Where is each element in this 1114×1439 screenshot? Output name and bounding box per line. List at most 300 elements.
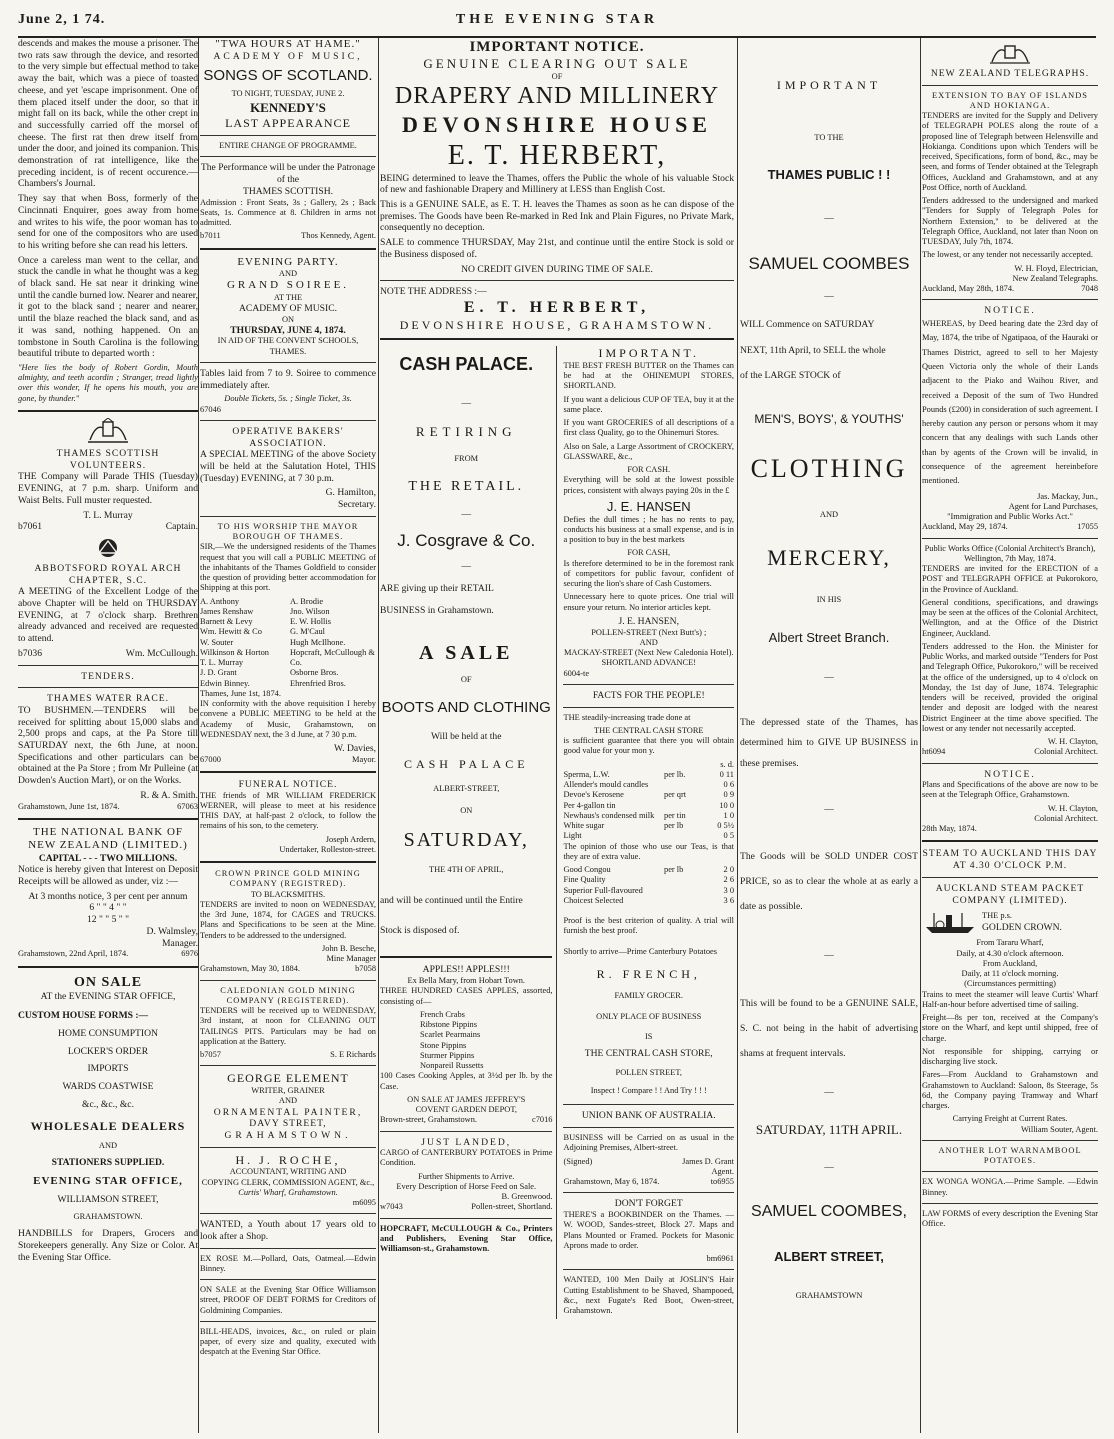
ad-code: c7016: [532, 1115, 553, 1125]
ad-body: Tenders addressed to the undersigned and marked "Tenders for Supply of Telegraph Poles for Northern Extension," to be delivered at the Telegraph Office, Auckland, not later than Noon on TUESDAY, July 7th, 1874.: [922, 196, 1098, 247]
divider: [18, 665, 198, 666]
signature-role: Mine Manager: [326, 954, 376, 964]
price-row: [563, 780, 734, 790]
divider: —: [824, 212, 834, 224]
divider: —: [824, 1086, 834, 1098]
ad-body: TENDERS are invited for the ERECTION of a POST and TELEGRAPH OFFICE at Pukorokoro, in the Province of Auckland.: [922, 564, 1098, 594]
ad-text: NOTE THE ADDRESS :—: [380, 286, 487, 298]
ad-text: and will be continued until the Entire: [380, 894, 523, 906]
ad-body: is sufficient guarantee that there you will obtain good value for your mon y.: [563, 736, 734, 756]
ad-heading: EVENING PARTY.: [237, 255, 339, 268]
ad-code: 67063: [177, 801, 198, 811]
ad-address: POLLEN STREET,: [615, 1067, 682, 1077]
divider: [380, 1218, 552, 1219]
ad-heading: ORNAMENTAL PAINTER,: [213, 1106, 363, 1118]
ad-heading: TENDERS.: [81, 670, 135, 682]
epitaph: "Here lies the body of Robert Gordin, Mouth almighty, and teeth acordin ; Stranger, tread lightly over this wonder, If he opens his mouth, you are gone, by thunder.": [18, 362, 198, 403]
column-5: [922, 38, 1098, 1433]
ad-body: Tables laid from 7 to 9. Soiree to commence immediately after.: [200, 367, 376, 391]
ad-heading: STEAM TO AUCKLAND THIS DAY AT 4.30 O'CLOCK P.M.: [922, 848, 1098, 872]
ad-address: GRAHAMSTOWN.: [73, 1212, 143, 1222]
ad-heading: THAMES WATER RACE.: [46, 693, 170, 705]
ad-address: GRAHAMSTOWN.: [224, 1129, 352, 1141]
ad-body: BEING determined to leave the Thames, offers the Public the whole of his valuable Stock of new and fashionable Drapery and Millinery at LESS than English Cost.: [380, 172, 734, 196]
signatory: Wm. Hewitt & Co: [200, 627, 262, 637]
list-item: IMPORTS: [87, 1063, 129, 1075]
ad-heading: JUST LANDED,: [421, 1136, 512, 1148]
price-value: 0 5: [723, 831, 734, 841]
ad-date: Thames, June 1st, 1874.: [200, 688, 281, 698]
column-rule: [378, 38, 379, 1433]
ad-text: Double Tickets, 5s. ; Single Ticket, 3s.: [224, 394, 352, 404]
price-row: [563, 770, 734, 780]
ad-heading: DEVONSHIRE HOUSE: [401, 111, 712, 137]
divider: —: [824, 671, 834, 683]
price-value: 1 0: [723, 810, 734, 820]
ad-code: m6095: [352, 1198, 376, 1208]
ad-text: Daily, at 11 o'clock morning.: [961, 969, 1059, 979]
ad-heading: NEW ZEALAND TELEGRAPHS.: [930, 68, 1090, 79]
ad-body: 100 Cases Cooking Apples, at 3½d per lb. by the Case.: [380, 1071, 553, 1091]
ad-text: of the LARGE STOCK of: [740, 370, 841, 382]
ad-text: THE p.s.: [982, 911, 1013, 921]
ad-body: Notice is hereby given that Interest on Deposit Receipts will be allowed as under, viz :—: [18, 864, 198, 888]
ad-body: The opinion of those who use our Teas, is that they are of extra value.: [563, 841, 734, 861]
signatory: A. Brodie: [290, 596, 324, 606]
ad-body: If you want a delicious CUP OF TEA, buy it at the same place.: [563, 394, 734, 414]
ad-text: IN HIS: [816, 595, 842, 605]
royal-arms-icon: [86, 418, 130, 444]
apple-varieties: [380, 1010, 552, 1072]
ad-heading: H. J. ROCHE,: [235, 1152, 341, 1167]
price-row: [563, 865, 734, 875]
divider: [200, 1213, 376, 1214]
ad-address: MACKAY-STREET (Next New Caledonia Hotel).: [563, 648, 734, 658]
divider: [200, 1279, 376, 1280]
price-item: Per 4-gallon tin: [563, 800, 616, 810]
ad-body: Defies the dull times ; he has no rents to pay, conducts his business at a small expense, and is in a position to buy in the best markets: [563, 514, 734, 545]
price-value: 3 6: [723, 895, 734, 905]
ad-heading: CROWN PRINCE GOLD MINING COMPANY (REGISTRED).: [215, 869, 361, 889]
divider: —: [824, 1162, 834, 1174]
forms-list: [18, 1010, 198, 1110]
requisition-signatories: [200, 597, 376, 689]
divider: [563, 1269, 734, 1270]
signatory: T. L. Murray: [200, 658, 244, 668]
ad-text: From Tararu Wharf,: [976, 938, 1044, 948]
price-value: 0 6: [723, 780, 734, 790]
ad-date: SATURDAY, 11TH APRIL.: [755, 1122, 903, 1138]
ad-heading: DON'T FORGET: [614, 1198, 683, 1210]
price-row: [563, 896, 734, 906]
interest-rate: At 3 months notice, 3 per cent per annum: [28, 890, 188, 902]
divider: [922, 840, 1098, 842]
divider: —: [461, 398, 472, 410]
price-row: [563, 821, 734, 831]
column-rule: [737, 38, 738, 1433]
ad-text: AND: [98, 1141, 118, 1151]
ad-date: 28th May, 1874.: [922, 824, 977, 834]
ad-body: TENDERS are invited to noon on WEDNESDAY, the 3rd June, 1874, for CAGES and TRUCKS. Plans and Specifications to be seen at the Mine. Tenders to be addressed to the undersigned.: [200, 899, 376, 940]
divider: [18, 966, 198, 968]
ad-heading: SATURDAY,: [403, 829, 529, 852]
ad-subheading: GENUINE CLEARING OUT SALE: [423, 56, 691, 72]
divider: [922, 1203, 1098, 1204]
signature: W. H. Clayton,: [1047, 737, 1098, 747]
divider: —: [824, 291, 834, 303]
signatory: Ehrenfried Bros.: [290, 678, 346, 688]
column-3: [380, 38, 734, 1433]
article-text: They say that when Boss, formerly of the Cincinnati Enquirer, goes away from home and writes to his wife, the poor woman has to send for one of the compositors who are used to his writing before she can read his letters.: [18, 193, 198, 251]
paper-title: THE EVENING STAR: [455, 12, 659, 27]
price-header: s. d.: [720, 759, 734, 769]
price-unit: [664, 896, 704, 906]
price-unit: per tin: [664, 810, 686, 820]
ad-body: The Goods will be SOLD UNDER COST PRICE, so as to clear the whole at as early a date as possible.: [740, 851, 918, 913]
list-item: French Crabs: [420, 1009, 465, 1019]
divider: [200, 516, 376, 517]
ad-text: COVENT GARDEN DEPOT,: [415, 1105, 517, 1115]
signatory: J. D. Grant: [200, 668, 237, 678]
ad-body: Admission : Front Seats, 3s ; Gallery, 2s ; Back Seats, 1s. Commence at 8. Children in arms not admitted.: [200, 197, 376, 227]
ad-code: 67000: [200, 754, 221, 764]
ad-heading: R. FRENCH,: [596, 966, 701, 981]
ad-heading: RETIRING: [415, 423, 517, 439]
ad-text: Inspect ! Compare ! ! And Try ! ! !: [590, 1086, 707, 1096]
ad-heading: THE RETAIL.: [408, 478, 525, 494]
ad-code: 6976: [181, 949, 198, 959]
ad-heading: LAST APPEARANCE: [225, 115, 351, 130]
ad-body: THREE HUNDRED CASES APPLES, assorted, consisting of—: [380, 986, 553, 1006]
ad-text: (Signed): [563, 1156, 593, 1166]
ad-text: FOR CASH.: [627, 465, 671, 474]
subcolumn-left: [380, 346, 557, 1319]
ad-code: b7057: [200, 1050, 221, 1060]
masonic-emblem-icon: [94, 537, 122, 559]
signatory: Wilkinson & Horton: [200, 647, 269, 657]
bank-capital: CAPITAL - - - TWO MILLIONS.: [38, 852, 178, 864]
ad-text: ENTIRE CHANGE OF PROGRAMME.: [219, 141, 357, 151]
divider: —: [824, 950, 834, 962]
ad-text: (Circumstances permitting): [964, 979, 1056, 989]
ad-date: Grahamstown, May 6, 1874.: [563, 1177, 660, 1187]
divider: [200, 420, 376, 421]
signature: Jas. Mackay, Jun.,: [1037, 491, 1098, 501]
ad-date: THE 4TH OF APRIL,: [429, 864, 504, 874]
price-list: [563, 770, 734, 842]
ad-heading: KENNEDY'S: [250, 99, 326, 115]
ad-text: ONLY PLACE OF BUSINESS: [596, 1011, 702, 1021]
list-item: Sturmer Pippins: [420, 1050, 475, 1060]
divider: —: [461, 508, 472, 520]
ad-date: Grahamstown, May 30, 1884.: [200, 964, 301, 974]
column-4: [740, 38, 918, 1433]
price-unit: [664, 886, 704, 896]
price-row: [563, 801, 734, 811]
royal-arms-icon: [988, 42, 1032, 64]
signatory: W. Souter: [200, 637, 234, 647]
ad-text: ON: [460, 806, 473, 816]
ad-heading: SAMUEL COOMBES: [748, 254, 910, 274]
ad-heading: ON SALE: [73, 974, 143, 990]
price-value: 0 5½: [717, 821, 734, 831]
ad-body: The depressed state of the Thames, has determined him to GIVE UP BUSINESS in these premises.: [740, 717, 918, 769]
ad-body: BUSINESS will be Carried on as usual in the Adjoining Premises, Albert-street.: [563, 1133, 734, 1153]
ad-body: THERE'S a BOOKBINDER on the Thames. — W. WOOD, Sandes-street, Block 27. Maps and Plans Mounted or Framed. Pockets for Masonic Aprons made to order.: [563, 1210, 734, 1250]
ad-address: ALBERT-STREET,: [433, 783, 500, 793]
signatory: Jno. Wilson: [290, 606, 330, 616]
ad-heading: STATIONERS SUPPLIED.: [51, 1157, 165, 1169]
ad-body: BUSINESS in Grahamstown.: [380, 604, 494, 616]
list-item: HOME CONSUMPTION: [58, 1027, 158, 1039]
divider: —: [824, 803, 834, 815]
divider: [380, 956, 552, 958]
ad-text: THE CENTRAL CASH STORE: [593, 725, 704, 735]
ad-address: ALBERT STREET,: [774, 1249, 884, 1265]
ad-heading: THAMES PUBLIC ! !: [767, 166, 891, 182]
ad-text: AND: [819, 510, 839, 520]
ad-text: Public Works Office (Colonial Architect's Branch), Wellington, 7th May, 1874.: [924, 543, 1096, 563]
ad-body: A MEETING of the Excellent Lodge of the above Chapter will be held on THURSDAY EVENING, at 7 o'clock sharp. Brethren already advanced and received are requested to attend.: [18, 586, 198, 645]
price-item: Superior Full-flavoured: [563, 885, 643, 895]
divider: [563, 1192, 734, 1193]
signature: W. H. Floyd, Electrician,: [1014, 263, 1098, 273]
ad-body: TENDERS will be received up to WEDNESDAY, 3rd instant, at noon for CLEANING OUT TAILINGS PITS. Particulars may be had on application at the Battery.: [200, 1006, 376, 1046]
ad-text: AND: [278, 1096, 298, 1106]
price-row: [563, 811, 734, 821]
price-item: Devoe's Kerosene: [563, 790, 624, 800]
steamship-icon: [922, 909, 978, 935]
ad-text: FAMILY GROCER.: [614, 991, 683, 1001]
ad-text: AND: [278, 268, 298, 278]
price-value: 3 0: [723, 885, 734, 895]
list-item: &c., &c., &c.: [82, 1098, 134, 1110]
ad-address: POLLEN-STREET (Next Butt's) ;: [591, 627, 707, 637]
ad-heading: AUCKLAND STEAM PACKET COMPANY (LIMITED).: [935, 882, 1085, 906]
ad-date: Auckland, May 29, 1874.: [922, 522, 1008, 532]
divider: [200, 1248, 376, 1249]
divider: [200, 156, 376, 157]
ad-address: Brown-street, Grahamstown.: [380, 1115, 477, 1125]
divider: [563, 684, 734, 685]
ad-text: TO THE: [814, 132, 844, 142]
ad-text: "Immigration and Public Works Act.": [947, 512, 1073, 522]
price-item: Choicest Selected: [563, 895, 624, 905]
ad-body: The lowest, or any tender not necessarily accepted.: [922, 250, 1093, 260]
ad-heading: MEN'S, BOYS', & YOUTHS': [754, 411, 904, 426]
ad-text: Carrying Freight at Current Rates.: [952, 1114, 1068, 1124]
ad-heading: NOTICE.: [984, 305, 1036, 317]
ad-body: Tenders addressed to the Hon. the Minister for Public Works, and marked outside "Tenders for Post and Telegraph Office, Pukorokoro," will be received at the office of the undersigned, up to 4 o'clock on Monday, the 1st day of June, 1874. Telegraphic tenders will be received, provided the original tender and deposit are lodged with the nearest District Engineer at the time above specified. The lowest or any tender not necessarily accepted.: [922, 641, 1098, 733]
divider: [200, 771, 376, 773]
divider: [200, 1065, 376, 1066]
ad-text: SHORTLAND ADVANCE!: [601, 658, 696, 668]
divider: [200, 861, 376, 863]
signature: John B. Besche,: [322, 943, 376, 953]
ad-address: Curtis' Wharf, Grahamstown.: [238, 1187, 338, 1197]
ad-body: Is therefore determined to be in the foremost rank of competitors for public favour, confident of securing the lion's share of Cash Customers.: [563, 558, 734, 589]
ad-date: Auckland, May 28th, 1874.: [922, 284, 1015, 294]
ad-text: IN AID OF THE CONVENT SCHOOLS, THAMES.: [217, 336, 359, 356]
ad-heading: SAMUEL COOMBES,: [751, 1202, 907, 1220]
signature-role: Colonial Architect.: [1034, 813, 1098, 823]
price-value: 2 6: [723, 875, 734, 885]
divider: [922, 1171, 1098, 1172]
ad-code: 17055: [1077, 522, 1098, 532]
ad-heading: A SALE: [418, 641, 514, 664]
ad-body: THE Company will Parade THIS (Tuesday) EVENING, at 7 p.m. sharp. Uniform and Waist Belts. Full muster requested.: [18, 471, 198, 506]
ad-heading: CALEDONIAN GOLD MINING COMPANY (REGISTERED).: [220, 985, 356, 1005]
ad-text: ON: [281, 314, 295, 324]
ad-date: Grahamstown, 22nd April, 1874.: [18, 949, 129, 959]
ad-text: Every Description of Horse Feed on Sale.: [396, 1181, 537, 1191]
price-item: Light: [563, 831, 582, 841]
article-text: Once a careless man went to the cellar, and stuck the candle in what he thought was a keg of black sand. He sat near it drinking wine until the candle burned low. Nearer and nearer, it got to the black sand ; nearer and nearer, until the blaze reached the black sand, and as it was sand, nothing happened. On an tombstone in South Carolina is the following beautiful tribute to departed worth :: [18, 254, 198, 360]
ad-heading: FUNERAL NOTICE.: [238, 779, 338, 790]
ad-code: b7058: [355, 964, 376, 974]
divider: [380, 338, 734, 340]
signatory: Hugh McIlhone.: [290, 637, 346, 647]
ad-body: EX ROSE M.—Pollard, Oats, Oatmeal.—Edwin Binney.: [200, 1253, 376, 1273]
ad-heading: APPLES!! APPLES!!!: [422, 964, 510, 976]
ad-date: THURSDAY, JUNE 4, 1874.: [230, 324, 346, 336]
ad-text: IS: [645, 1031, 653, 1041]
divider: [922, 299, 1098, 300]
signature: William Souter, Agent.: [1020, 1124, 1098, 1134]
ad-heading: ABBOTSFORD ROYAL ARCH CHAPTER, S.C.: [34, 562, 182, 586]
divider: [200, 980, 376, 981]
signature-role: Agent.: [711, 1166, 734, 1176]
ad-heading: IMPORTANT.: [598, 346, 699, 361]
price-value: 0 9: [723, 790, 734, 800]
ad-body: Fares—From Auckland to Grahamstown and Grahamstown to Auckland: Saloon, 8s Steerage, 5s 6d, the Company paying Tramway and Wharf charges.: [922, 1070, 1098, 1111]
price-unit: [664, 801, 704, 811]
ad-address: DEVONSHIRE HOUSE, GRAHAMSTOWN.: [399, 317, 715, 332]
signatory: James Renshaw: [200, 606, 254, 616]
signature-role: Undertaker, Rolleston-street.: [279, 844, 376, 854]
divider: [563, 707, 734, 708]
ad-heading: THE CENTRAL CASH STORE,: [584, 1048, 713, 1060]
price-value: 0 11: [719, 769, 734, 779]
ad-text: ACADEMY OF MUSIC.: [239, 302, 337, 314]
ad-body: EX WONGA WONGA.—Prime Sample. —Edwin Binney.: [922, 1177, 1098, 1197]
ad-body: LAW FORMS of every description the Evening Star Office.: [922, 1208, 1098, 1229]
ad-code: w7043: [380, 1202, 403, 1212]
column-2: [200, 38, 376, 1433]
price-row: [563, 831, 734, 841]
ad-heading: E. T. HERBERT,: [447, 139, 667, 171]
ad-heading: CASH PALACE: [403, 757, 529, 772]
column-1: [18, 38, 198, 1433]
ad-text: From Auckland,: [982, 958, 1038, 968]
signature: G. Hamilton,: [325, 487, 376, 499]
masthead: [18, 10, 1096, 38]
ad-heading: WHOLESALE DEALERS: [30, 1118, 186, 1133]
price-unit: [664, 831, 704, 841]
divider: [922, 538, 1098, 539]
ad-text: Stock is disposed of.: [380, 924, 460, 936]
ad-heading: GEORGE ELEMENT: [227, 1071, 349, 1086]
ad-subheading: EXTENSION TO BAY OF ISLANDS AND HOKIANGA.: [932, 90, 1088, 110]
ad-heading: SONGS OF SCOTLAND.: [203, 67, 373, 85]
ad-body: THE friends of MR WILLIAM FREDERICK WERNER, will please to meet at his residence THIS DAY, at half-past 2 o'clock, to follow the remains of his son, to the cemetery.: [200, 790, 376, 831]
signatory: Osborne Bros.: [290, 668, 339, 678]
ad-address: WILLIAMSON STREET,: [57, 1194, 159, 1206]
divider: [563, 1104, 734, 1105]
ad-heading: NOTICE.: [984, 768, 1036, 780]
signature: S. E Richards: [330, 1050, 376, 1060]
ad-address: DAVY STREET,: [249, 1118, 327, 1130]
ad-heading: THE NATIONAL BANK OF NEW ZEALAND (LIMITED.): [28, 825, 188, 852]
ad-text: Ex Bella Mary, from Hobart Town.: [407, 976, 526, 986]
ad-code: to6955: [710, 1177, 734, 1187]
article-text: descends and makes the mouse a prisoner. The two rats saw through the device, and resorted to the very simple but effectual method to take away the bait, which was a piece of toasted cheese, and yet 'escape imprisonment. One of them placed itself under the door, so that it might fall on its back, while the other crept in and successfully carried off the morsel of cheese. The first rat then drew itself from under the door, and joined its companion. This demonstration of rat intelligence, like the preceding incident, is of recent occurence.—Chambers's Journal.: [18, 38, 198, 190]
ad-heading: MERCERY,: [767, 544, 891, 570]
divider: [380, 280, 734, 281]
ad-heading: ANOTHER LOT WARNAMBOOL POTATOES.: [938, 1145, 1082, 1166]
ad-heading: THAMES SCOTTISH.: [242, 185, 334, 197]
ad-text: Daily, at 4.30 o'clock afternoon.: [956, 948, 1064, 958]
ad-text: FOR CASH,: [627, 548, 671, 558]
price-item: White sugar: [563, 821, 605, 831]
ad-heading: UNION BANK OF AUSTRALIA.: [581, 1110, 716, 1122]
divider: —: [461, 561, 472, 573]
price-item: Good Congou: [563, 865, 611, 875]
divider: [380, 1131, 552, 1132]
price-item: Newhaus's condensed milk: [563, 810, 655, 820]
ad-body: Plans and Specifications of the above are now to be seen at the Telegraph Office, Grahamstown.: [922, 780, 1098, 800]
ad-heading: TO HIS WORSHIP THE MAYOR BOROUGH OF THAMES.: [217, 521, 359, 542]
ad-text: ACCOUNTANT, WRITING AND: [229, 1167, 347, 1177]
divider: [200, 362, 376, 363]
signature-role: Agent for Land Purchases,: [1008, 501, 1098, 511]
ad-text: The Performance will be under the Patronage of the: [200, 162, 376, 186]
column-rule: [198, 38, 199, 1433]
price-unit: [664, 780, 704, 790]
list-item: Nonpareil Russetts: [420, 1061, 484, 1071]
ad-body: Trains to meet the steamer will leave Curtis' Wharf Half-an-hour before advertised time of sailing.: [922, 989, 1098, 1009]
price-unit: per lb.: [664, 769, 686, 779]
ad-heading: THAMES SCOTTISH VOLUNTEERS.: [56, 447, 160, 471]
ad-body: THE steadily-increasing trade done at: [563, 712, 691, 722]
signature: D. Walmsley,: [146, 925, 198, 937]
ad-body: This is a GENUINE SALE, as E. T. H. leaves the Thames as soon as he can dispose of the premises. The Goods have been Re-marked in Red Ink and Plain Figures, no Private Mark, consequently no deception.: [380, 199, 734, 234]
list-item: Scarlet Pearmains: [420, 1030, 481, 1040]
ad-address: GRAHAMSTOWN: [795, 1291, 863, 1301]
ad-code: 7048: [1081, 284, 1098, 294]
ad-heading: IMPORTANT NOTICE.: [469, 39, 645, 55]
ad-heading: OPERATIVE BAKERS' ASSOCIATION.: [232, 425, 344, 449]
ad-body: This will be found to be a GENUINE SALE, S. C. not being in the habit of advertising shams at frequent intervals.: [740, 997, 918, 1059]
ad-code: b7061: [18, 521, 42, 533]
list-item: Ribstone Pippins: [420, 1020, 478, 1030]
ad-body: A SPECIAL MEETING of the above Society will be held at the Salutation Hotel, THIS (Tuesday) EVENING, at 7 30 p.m.: [200, 449, 376, 484]
ad-body: TO BUSHMEN.—TENDERS will be received for splitting about 15,000 slabs and 2,500 props and caps, at the Pa Store till SATURDAY next, the 6th June, at noon. Specifications and other particulars can be obtained at the Pa Store ; from Mr Pulleine (at Dowden's Auction Mart), or on the Works.: [18, 704, 198, 787]
ad-text: NO CREDIT GIVEN DURING TIME OF SALE.: [461, 263, 653, 275]
ad-body: IN conformity with the above requisition I hereby convene a PUBLIC MEETING to be held at the Academy of Music, Grahamstown, on WEDNESDAY next, the 3 d June, at 7 30 p.m.: [200, 699, 376, 739]
list-item: LOCKER'S ORDER: [67, 1045, 149, 1057]
column-rule: [920, 38, 921, 1433]
ad-heading: BOOTS AND CLOTHING: [381, 699, 551, 717]
signature: R. & A. Smith.: [140, 789, 198, 801]
ad-body: Proof is the best criterion of quality. A trial will furnish the best proof.: [563, 916, 734, 936]
signatory: Hopcraft, McCullough & Co.: [290, 647, 375, 668]
ad-body: ARE giving up their RETAIL: [380, 583, 494, 595]
ad-subheading: ACADEMY OF MUSIC,: [213, 51, 363, 63]
signature: James D. Grant: [682, 1156, 734, 1166]
signature: Thos Kennedy, Agent.: [301, 231, 376, 241]
divider: [200, 248, 376, 250]
